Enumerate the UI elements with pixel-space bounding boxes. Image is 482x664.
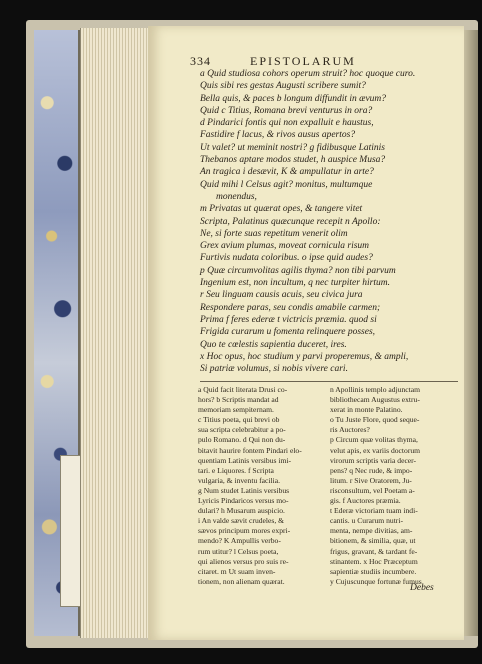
footnote-line: a Quid facit literata Drusi co- [198,385,288,394]
verse-line: a Quid studiosa cohors operum struit? hoc quoque curo. [200,69,416,79]
footnote-line: memoriam sempiternam. [198,405,274,415]
verse-line: Scripta, Palatinus quæcunque recepit n Apollo: [200,216,381,227]
verse-line: Quo te cœlestis sapientia duceret, ires. [200,339,347,350]
footnote-line: t Ederæ victoriam tuam indi- [330,506,418,516]
footnote-line: vulgaria, & inventu facilia. [198,475,281,485]
verse-line: x Hoc opus, hoc studium y parvi properemus, & ampli, [200,351,409,362]
verse-line: p Quæ circumvolitas agilis thyma? non tibi parvum [200,265,396,276]
verse-line: m Privatas ut quærat opes, & tangere vitet [200,204,363,215]
footnote-line: cantis. u Curarum nutri- [330,516,403,526]
footnote-line: o Tu Juste Flore, quod seque- [330,415,420,425]
verse-line: Ingenium est, non incultum, q nec turpiter hirtum. [200,278,390,289]
verse-line: Furtivis nudata coloribus. o ipse quid audes? [200,253,373,264]
page-edges [80,28,151,638]
footnote-line: tionem, non alienam quærat. [198,576,285,586]
verse-line: Quid c Titius, Romana brevi venturus in ora? [200,105,373,116]
notes-divider [200,381,458,382]
footnote-line: bitavit haurire fontem Pindari elo- [198,445,302,455]
verse-line: Quis sibi res gestas Augusti scribere sumit? [200,81,366,92]
footnote-line: p Circum quæ volitas thyma, [330,435,418,445]
footnote-line: frigus, gravant, & tardant fe- [330,546,418,556]
footnote-line: g Num studet Latinis versibus [198,485,290,495]
footnote-line: y Cujuscunque fortunæ fumus [330,576,422,586]
running-title: EPISTOLARUM [250,54,356,68]
verse-line: Thebanos aptare modos studet, h auspice Musa? [200,155,386,166]
verse-text [200,68,462,375]
page-gutter-right [464,30,478,636]
footnote-line: sævos principum mores expri- [198,526,291,536]
catchword: Debes [410,583,434,593]
verse-line: Si patriæ volumus, si nobis vivere cari. [200,364,348,375]
footnote-line: xerat in monte Palatino. [330,405,403,415]
footnote-line: sua scripta celebrabitur a po- [198,425,286,435]
footnote-line: pens? q Nec rude, & impo- [330,465,413,475]
footnote-line: velut apis, ex variis doctorum [330,445,421,455]
footnote-line: gis. f Auctores præmia. [330,496,401,506]
footnote-line: sapientiæ studiis incumbere. [330,566,417,576]
verse-line: An tragica i desævit, K & ampullatur in arte? [200,167,374,178]
verse-line: Ne, si forte suas repetitum venerit olim [200,228,348,239]
verse-line: Respondere paras, seu condis amabile carmen; [200,302,381,313]
verse-line: d Pindarici fontis qui non expalluit e haustus, [200,118,374,129]
footnotes-right-column [330,385,458,587]
footnote-line: risconsultum, vel Poetam a- [330,485,415,495]
footnote-line: n Apollinis templo adjunctam [330,385,421,394]
verse-line: monendus, [216,191,257,202]
footnote-line: rum utitur? l Celsus poeta, [198,546,279,556]
footnote-line: i An valde sævit crudeles, & [198,516,285,526]
footnote-line: litum. r Sive Oratorem, Ju- [330,475,412,485]
footnote-line: pulo Romano. d Qui non du- [198,435,286,445]
footnote-line: bibliothecam Augustus extru- [330,395,420,405]
footnote-line: bitionem, & similia, quæ, ut [330,536,416,546]
footnote-line: mendo? K Ampullis verbo- [198,536,281,546]
footnote-line: menta, nempe divitias, am- [330,526,413,536]
footnote-line: qui alienos versus pro suis re- [198,556,289,566]
verse-line: Quid mihi l Celsus agit? monitus, multumque [200,179,373,190]
verse-line: Bella quis, & paces b longum diffundit in ævum? [200,93,387,104]
page-number: 334 [190,54,211,68]
footnote-line: quentiam Latinis versibus imi- [198,455,292,465]
verse-line: Grex avium plumas, moveat cornicula risum [200,241,370,252]
verse-line: Ut valet? ut meminit nostri? g fidibusque Latinis [200,142,385,153]
footnotes-left-column [198,385,326,587]
verse-line: Frigida curarum u fomenta relinquere posses, [200,327,376,338]
footnote-line: stinantem. x Hoc Præceptum [330,556,418,566]
footnote-line: tari. e Liquores. f Scripta [198,465,274,475]
footnote-line: c Titius poeta, qui brevi ob [198,415,280,425]
footnote-line: virorum scriptis varia decer- [330,455,417,465]
footnote-line: hors? b Scriptis mandat ad [198,395,279,405]
verse-line: Prima f feres ederæ t victricis præmia. quod si [200,314,377,325]
verse-line: Fastidire f lacus, & rivos ausus apertos? [200,130,356,141]
footnote-line: Lyricis Pindaricos versus mo- [198,496,289,506]
footnote-line: dulari? h Musarum auspicio. [198,506,285,516]
footnote-line: citaret. m Ut suam inven- [198,566,276,576]
footnote-line: ris Auctores? [330,425,370,435]
verse-line: r Seu linguam causis acuis, seu civica jura [200,290,363,301]
